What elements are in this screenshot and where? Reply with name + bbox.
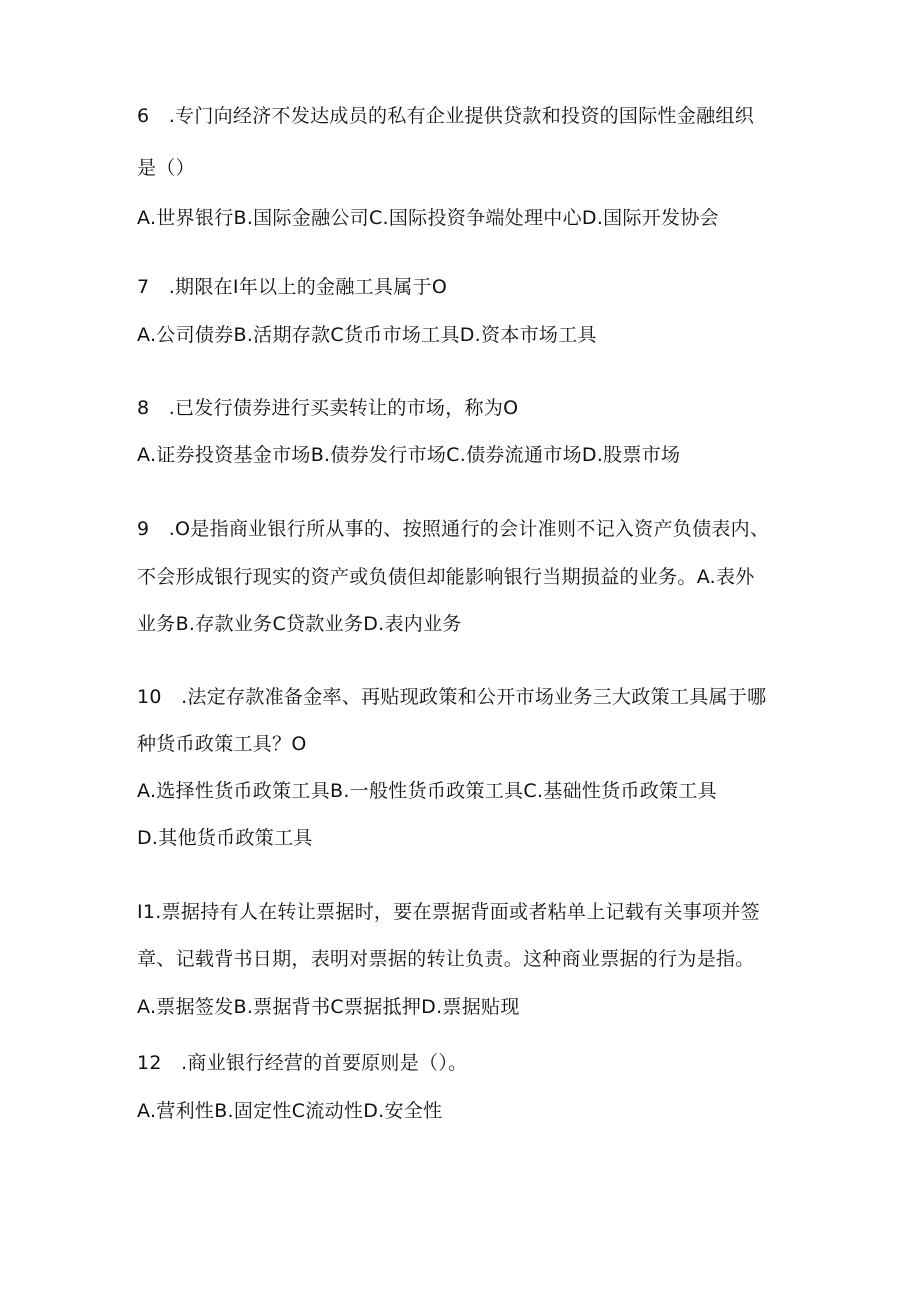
question-12-line-1: 12 .商业银行经营的首要原则是（）。 xyxy=(137,1052,468,1074)
question-7-options: A.公司债券B.活期存款C货币市场工具D.资本市场工具 xyxy=(137,324,597,346)
question-12-options: A.营利性B.固定性C流动性D.安全性 xyxy=(137,1100,443,1122)
question-8-options: A.证券投资基金市场B.债券发行市场C.债券流通市场D.股票市场 xyxy=(137,444,681,466)
question-6-line-1: 6 .专门向经济不发达成员的私有企业提供贷款和投资的国际性金融组织 xyxy=(137,105,755,127)
question-6-line-2: 是（） xyxy=(137,157,195,179)
question-10-options-1: A.选择性货币政策工具B.一般性货币政策工具C.基础性货币政策工具 xyxy=(137,780,717,802)
question-10-line-1: 10 .法定存款准备金率、再贴现政策和公开市场业务三大政策工具属于哪 xyxy=(137,686,767,708)
question-11-line-1: I1.票据持有人在转让票据时，要在票据背面或者粘单上记载有关事项并签 xyxy=(137,901,760,923)
question-11-line-2: 章、记载背书日期，表明对票据的转让负责。这种商业票据的行为是指。 xyxy=(137,948,755,970)
question-9-line-3: 业务B.存款业务C贷款业务D.表内业务 xyxy=(137,613,462,635)
question-6-options: A.世界银行B.国际金融公司C.国际投资争端处理中心D.国际开发协会 xyxy=(137,207,719,229)
question-9-line-2: 不会形成银行现实的资产或负债但却能影响银行当期损益的业务。A.表外 xyxy=(137,566,755,588)
question-10-line-2: 种货币政策工具？O xyxy=(137,733,307,755)
question-7-line-1: 7 .期限在I年以上的金融工具属于O xyxy=(137,276,448,298)
question-11-options: A.票据签发B.票据背书C票据抵押D.票据贴现 xyxy=(137,996,520,1018)
question-10-options-2: D.其他货币政策工具 xyxy=(137,827,313,849)
question-8-line-1: 8 .已发行债券进行买卖转让的市场，称为O xyxy=(137,397,519,419)
question-9-line-1: 9 .O是指商业银行所从事的、按照通行的会计准则不记入资产负债表内、 xyxy=(137,518,770,540)
